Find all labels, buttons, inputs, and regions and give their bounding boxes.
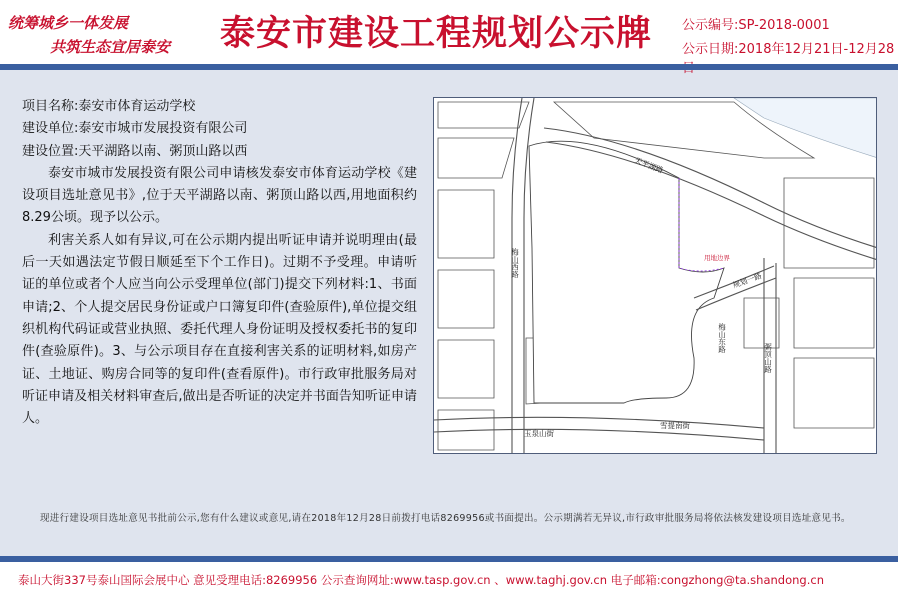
label-tianpinghu: 天平湖路 [633, 155, 665, 176]
notice-date: 公示日期:2018年12月21日-12月28 [682, 42, 895, 57]
project-description: 泰安市城市发展投资有限公司申请核发泰安市体育运动学校《建设项目选址意见书》,位于天平湖路以南、粥顶山路以西,用地面积约8.29公顷。现予以公示。 [22, 165, 417, 226]
block-3 [438, 190, 494, 258]
project-info [22, 96, 417, 430]
block-12 [744, 298, 779, 348]
label-zhoudingshan: 粥顶山路 [763, 343, 773, 373]
site-parcel [529, 141, 727, 403]
label-site-boundary: 用地边界 [704, 254, 730, 262]
label-yuquanshan: 玉泉山街 [524, 429, 554, 438]
block-2 [438, 138, 514, 178]
public-notice: 现进行建设项目选址意见书批前公示,您有什么建议或意见,请在2018年12月28日前拨打电话8269956或书面提出。公示期满若无异议,市行政审批服务局将依法核发建设项目选址意见书。 [40, 513, 851, 524]
site-map-drawing [434, 98, 877, 454]
block-5 [438, 340, 494, 398]
page-title: 泰安市建设工程规划公示牌 [220, 13, 653, 54]
construction-unit: 建设单位:泰安市城市发展投资有限公司 [22, 121, 248, 137]
block-10 [794, 278, 874, 348]
notice-number: 公示编号:SP-2018-0001 [682, 18, 830, 33]
slogan-line-2: 共筑生态宜居泰安 [50, 38, 171, 56]
project-name: 项目名称:泰安市体育运动学校 [22, 99, 196, 114]
slogan-line-1: 统筹城乡一体发展 [8, 14, 129, 32]
site-map [433, 97, 877, 454]
header [0, 0, 898, 64]
header-divider [0, 64, 898, 70]
block-11 [794, 358, 874, 428]
hearing-instructions: 利害关系人如有异议,可在公示期内提出听证申请并说明理由(最后一天如遇法定节假日顺延至下个工作日)。过期不予受理。申请听证的单位或者个人应当向公示受理单位(部门)提交下列材料:1、书面申请;2、个人提交居民身份证或户口簿复印件(查验原件),单位提交组织机构代码证或营业执照、委托代理人身份证明及授权委托书的复印件(查验原件)。3、与公示项目存在直接利害关系的证明材料,如房产证、土地证、购房合同等的复印件(查看原件)。市行政审批服务局对听证申请及相关材料审查后,做出是否听证的决定并书面告知听证申请人。 [22, 232, 417, 427]
label-xuetinan: 雪提南街 [660, 421, 690, 430]
block-1 [438, 102, 529, 128]
construction-location: 建设位置:天平湖路以南、粥顶山路以西 [22, 143, 248, 159]
label-meishandong: 梅山东路 [717, 323, 727, 353]
block-4 [438, 270, 494, 328]
label-meishanxi: 梅山西路 [510, 248, 520, 278]
label-planning-road: 规划一路 [731, 271, 763, 290]
footer [0, 556, 898, 593]
footer-contact: 泰山大街337号泰山国际会展中心 意见受理电话:8269956 公示查询网址:www.tasp.gov.cn 、www.taghj.gov.cn 电子邮箱:congzhong@ta.shandong.cn [18, 573, 824, 587]
